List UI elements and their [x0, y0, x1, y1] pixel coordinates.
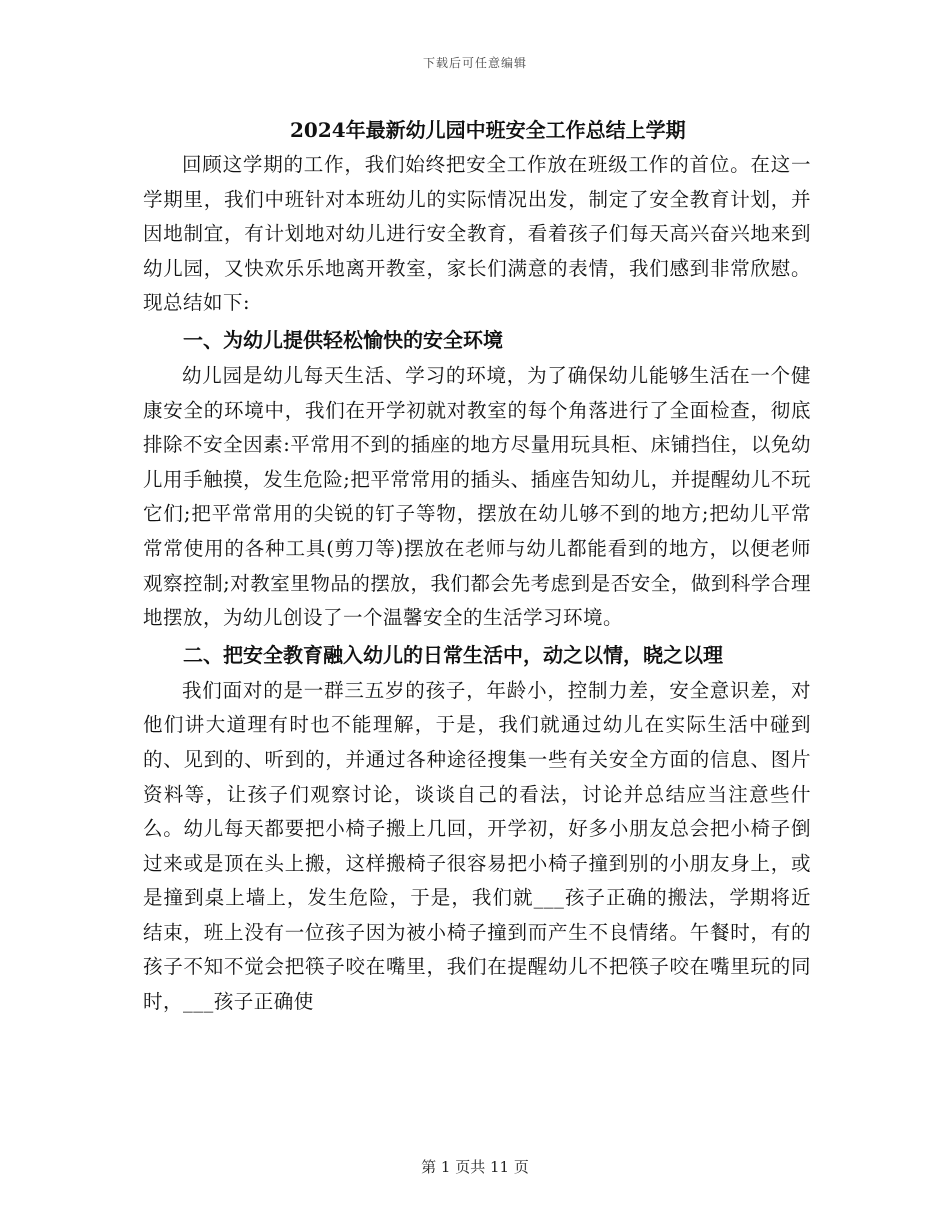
page-number-footer: 第 1 页共 11 页	[421, 1158, 529, 1176]
intro-paragraph: 回顾这学期的工作，我们始终把安全工作放在班级工作的首位。在这一学期里，我们中班针对本班幼儿的实际情况出发，制定了安全教育计划，并因地制宜，有计划地对幼儿进行安全教育，看着孩子们每天高兴奋兴地来到幼儿园，又快欢乐乐地离开教室，家长们满意的表情，我们感到非常欣慰。现总结如下:	[143, 153, 811, 315]
header-note: 下载后可任意编辑	[422, 56, 527, 70]
section-1-paragraph: 幼儿园是幼儿每天生活、学习的环境，为了确保幼儿能够生活在一个健康安全的环境中，我们在开学初就对教室的每个角落进行了全面检查，彻底排除不安全因素:平常用不到的插座的地方尽量用玩具柜、床铺挡住，以免幼儿用手触摸，发生危险;把平常常用的插头、插座告知幼儿，并提醒幼儿不玩它们;把平常常用的尖锐的钉子等物，摆放在幼儿够不到的地方;把幼儿平常常常使用的各种工具(剪刀等)摆放在老师与幼儿都能看到的地方，以便老师观察控制;对教室里物品的摆放，我们都会先考虑到是否安全，做到科学合理地摆放，为幼儿创设了一个温馨安全的生活学习环境。	[143, 363, 811, 630]
section-1-heading: 一、为幼儿提供轻松愉快的安全环境	[183, 327, 503, 352]
section-2-heading: 二、把安全教育融入幼儿的日常生活中，动之以情，晓之以理	[183, 642, 723, 667]
document-title: 2024年最新幼儿园中班安全工作总结上学期	[290, 118, 686, 142]
section-2-paragraph: 我们面对的是一群三五岁的孩子，年龄小，控制力差，安全意识差，对他们讲大道理有时也不能理解，于是，我们就通过幼儿在实际生活中碰到的、见到的、听到的，并通过各种途径搜集一些有关安全方面的信息、图片资料等，让孩子们观察讨论，谈谈自己的看法，讨论并总结应当注意些什么。幼儿每天都要把小椅子搬上几回，开学初，好多小朋友总会把小椅子倒过来或是顶在头上搬，这样搬椅子很容易把小椅子撞到别的小朋友身上，或是撞到桌上墙上，发生危险，于是，我们就___孩子正确的搬法，学期将近结束，班上没有一位孩子因为被小椅子撞到而产生不良情绪。午餐时，有的孩子不知不觉会把筷子咬在嘴里，我们在提醒幼儿不把筷子咬在嘴里玩的同时，___孩子正确使	[143, 678, 811, 1014]
document-body	[143, 112, 811, 1020]
